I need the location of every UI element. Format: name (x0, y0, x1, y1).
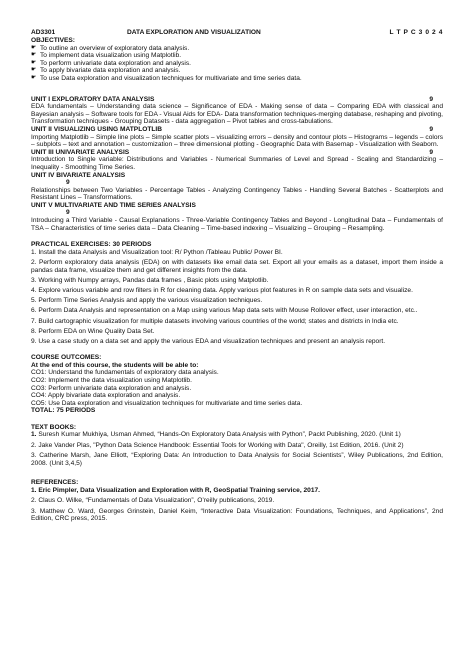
unit-5 (31, 202, 443, 232)
practical-list (31, 249, 443, 346)
hand-pointer-icon: ☛ (31, 74, 37, 81)
unit-content: Introduction to Single variable: Distributions and Variables - Numerical Summaries of Level and Spread - Scaling and Standardizing – Inequality - Smoothing Time Series. (31, 156, 443, 171)
unit-hours: 9 (66, 209, 70, 217)
objectives-heading: OBJECTIVES: (31, 37, 75, 44)
textbooks-list (31, 431, 443, 467)
objective-item: ☛ To implement data visualization using Matplotlib. (31, 52, 182, 60)
practical-item: 3. Working with Numpy arrays, Pandas data frames , Basic plots using Matplotlib. (31, 276, 269, 284)
reference-item: 2. Claus O. Wilke, “Fundamentals of Data Visualization”, O’reilly publications, 2019. (31, 497, 275, 505)
unit-heading: UNIT III UNIVARIATE ANALYSIS 9 (31, 148, 433, 156)
objective-item: ☛ To outline an overview of exploratory data analysis. (31, 44, 190, 52)
hand-pointer-icon: ☛ (31, 59, 37, 66)
unit-heading: UNIT V MULTIVARIATE AND TIME SERIES ANALYSIS (31, 201, 196, 209)
reference-item: 1. Eric Pimpler, Data Visualization and Exploration with R, GeoSpatial Training service, 2017. (31, 486, 320, 494)
syllabus-page (31, 29, 443, 526)
outcome-item: CO4: Apply bivariate data exploration and analysis. (31, 392, 181, 400)
course-code: AD3301 (31, 29, 56, 36)
outcome-item: CO1: Understand the fundamentals of exploratory data analysis. (31, 369, 219, 377)
hand-pointer-icon: ☛ (31, 67, 37, 74)
unit-content: Relationships between Two Variables - Percentage Tables - Analyzing Contingency Tables - Handling Several Batches - Scatterplots and Resistant Lines – Transformations. (31, 186, 443, 202)
objective-item: ☛ To use Data exploration and visualization techniques for multivariate and time series data. (31, 74, 302, 82)
practical-item: 6. Perform Data Analysis and representation on a Map using various Map data sets with Mouse Rollover effect, user interaction, etc.. (31, 307, 418, 315)
references-list (31, 487, 443, 523)
practical-item: 4. Explore various variable and row filters in R for cleaning data. Apply various plot features in R on sample data sets and visualize. (31, 287, 413, 294)
practical-item: 7. Build cartographic visualization for multiple datasets involving various countries of the world; states and districts in India etc. (31, 317, 399, 325)
unit-content: Introducing a Third Variable - Causal Explanations - Three-Variable Contingency Tables and Beyond - Longitudinal Data – Fundamentals of TSA – Characteristics of time series data – Data Cleaning – Time-based indexing – Visualizing – Grouping – Resampling. (31, 217, 443, 232)
outcome-item: CO2: Implement the data visualization using Matplotlib. (31, 376, 192, 384)
reference-item: 3. Matthew O. Ward, Georges Grinstein, Daniel Keim, “Interactive Data Visualization: Foundations, Techniques, and Applications”, 2nd Edition, CRC press, 2015. (31, 507, 443, 523)
textbook-item: 3. Catherine Marsh, Jane Elliott, “Exploring Data: An Introduction to Data Analysis for Social Scientists”, Wiley Publications, 2nd Edition, 2008. (Unit 3,4,5) (31, 452, 443, 467)
course-ltpc: L T P C 3 0 2 4 (389, 29, 443, 36)
practical-item: 2. Perform exploratory data analysis (EDA) on with datasets like email data set. Export all your emails as a dataset, import them inside a pandas data frame, visualize them and get different insights from the data. (31, 259, 443, 274)
course-title: DATA EXPLORATION AND VISUALIZATION (127, 29, 261, 36)
objectives-list (31, 45, 443, 83)
unit-hours: 9 (66, 179, 70, 187)
unit-2 (31, 126, 443, 149)
objective-item: ☛ To perform univariate data exploration and analysis. (31, 59, 192, 67)
outcomes-subheading: At the end of this course, the students will be able to: (31, 361, 199, 369)
unit-heading: UNIT II VISUALIZING USING MATPLOTLIB 9 (31, 125, 433, 133)
unit-heading: UNIT I EXPLORATORY DATA ANALYSIS 9 (31, 95, 433, 103)
course-header (31, 29, 443, 37)
outcome-item: CO5: Use Data exploration and visualization techniques for multivariate and time series data. (31, 399, 303, 407)
unit-heading: UNIT IV BIVARIATE ANALYSIS (31, 171, 126, 179)
textbook-item: 1. Suresh Kumar Mukhiya, Usman Ahmed, “Hands-On Exploratory Data Analysis with Python”, Packt Publishing, 2020. (Unit 1) (31, 431, 401, 439)
unit-4 (31, 172, 443, 202)
unit-content: Importing Matplotlib – Simple line plots – Simple scatter plots – visualizing errors – density and contour plots – Histograms – legends – colors – subplots – text and annotation – customization – three dimensional plotting - Geographic Data with Basemap - Visualization with Seaborn. (31, 133, 443, 149)
practical-item: 8. Perform EDA on Wine Quality Data Set. (31, 327, 155, 335)
textbook-item: 2. Jake Vander Plas, "Python Data Science Handbook: Essential Tools for Working with Data", Oreilly, 1st Edition, 2016. (Unit 2) (31, 441, 404, 449)
hand-pointer-icon: ☛ (31, 52, 37, 59)
outcome-item: CO3: Perform univariate data exploration and analysis. (31, 384, 192, 392)
objective-item: ☛ To apply bivariate data exploration and analysis. (31, 67, 181, 75)
practical-item: 9. Use a case study on a data set and apply the various EDA and visualization techniques and present an analysis report. (31, 337, 386, 345)
unit-content: EDA fundamentals – Understanding data science – Significance of EDA - Making sense of data – Comparing EDA with classical and Bayesian analysis – Software tools for EDA - Visual Aids for EDA- Data transformation techniques-merging database, reshaping and pivoting, Transformation techniques - Grouping Datasets - data aggregation – Pivot tables and cross-tabulations. (31, 103, 443, 126)
practical-item: 1. Install the data Analysis and Visualization tool: R/ Python /Tableau Public/ Power BI. (31, 248, 283, 256)
practical-heading: PRACTICAL EXERCISES: 30 PERIODS (31, 241, 152, 249)
outcomes-list (31, 369, 443, 407)
unit-3 (31, 149, 443, 172)
total-periods: TOTAL: 75 PERIODS (31, 407, 96, 415)
references-heading: REFERENCES: (31, 479, 79, 487)
hand-pointer-icon: ☛ (31, 44, 37, 51)
unit-1 (31, 96, 443, 126)
textbooks-heading: TEXT BOOKS: (31, 423, 77, 431)
outcomes-heading: COURSE OUTCOMES: (31, 354, 102, 362)
practical-item: 5. Perform Time Series Analysis and apply the various visualization techniques. (31, 297, 263, 305)
